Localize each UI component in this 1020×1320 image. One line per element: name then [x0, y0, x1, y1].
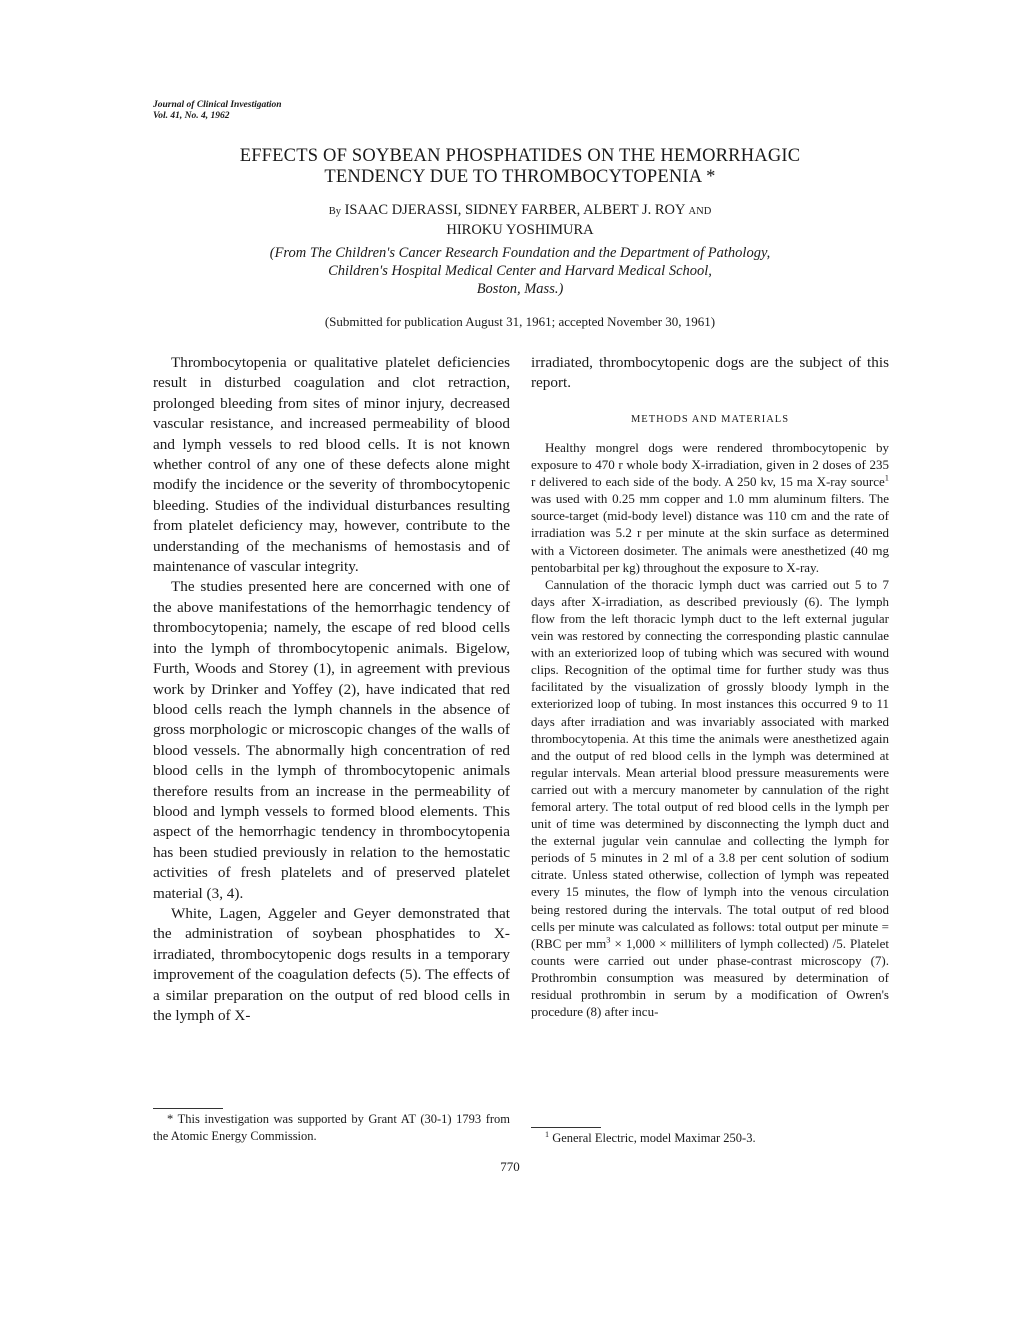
- journal-header: [153, 100, 282, 122]
- title-line-2: TENDENCY DUE TO THROMBOCYTOPENIA *: [324, 167, 716, 187]
- methods-p2-text-b: × 1,000 × milliliters of lymph collected) /5. Platelet counts were carried out under phase-contrast microscopy (7). Prothrombin consumption was measured by determination of residual prothrombin in serum by a modification of Owren's procedure (8) after incu-: [531, 935, 889, 1020]
- author-names-1: ISAAC DJERASSI, SIDNEY FARBER, ALBERT J. ROY: [344, 202, 685, 218]
- affiliation-line-2: Children's Hospital Medical Center and Harvard Medical School,: [328, 263, 712, 279]
- intro-paragraph-3: White, Lagen, Aggeler and Geyer demonstrated that the administration of soybean phosphatides to X-irradiated, thrombocytopenic dogs results in a temporary improvement of the coagulation defects (5). The effects of a similar preparation on the output of red blood cells in the lymph of X-: [153, 904, 510, 1024]
- methods-column: [531, 439, 889, 1020]
- intro-paragraph-2: The studies presented here are concerned with one of the above manifestations of the hemorrhagic tendency of thrombocytopenia; namely, the escape of red blood cells into the lymph of thrombocytopenic animals. Bigelow, Furth, Woods and Storey (1), in agreement with previous work by Drinker and Yoffey (2), have indicated that red blood cells reach the lymph channels in the absence of gross morphologic or microscopic changes of the walls of blood vessels. The abnormally high concentration of red blood cells in the lymph of thrombocytopenic animals therefore results from an increase in the permeability of blood and lymph vessels to formed blood elements. This aspect of the hemorrhagic tendency in thrombocytopenia has been studied previously in relation to the hemostatic activities of fresh platelets and of preserved platelet material (3, 4).: [153, 578, 510, 902]
- footnote-funding: * This investigation was supported by Grant AT (30-1) 1793 from the Atomic Energy Commission.: [153, 1112, 510, 1143]
- intro-paragraph-1: Thrombocytopenia or qualitative platelet deficiencies result in disturbed coagulation and clot retraction, prolonged bleeding from sites of minor injury, decreased vascular resistance, and increased permeability of blood and lymph vessels to red blood cells. It is not known whether control of any one of these defects alone might modify the incidence or the severity of thrombocytopenic bleeding. Studies of the individual disturbances resulting from platelet deficiency may, however, contribute to the understanding of the mechanisms of hemostasis and of maintenance of vascular integrity.: [153, 354, 510, 576]
- affiliation-line-3: Boston, Mass.): [476, 281, 564, 297]
- section-heading-methods: METHODS AND MATERIALS: [630, 414, 790, 425]
- author-names-2: HIROKU YOSHIMURA: [446, 222, 594, 238]
- journal-name: Journal of Clinical Investigation: [153, 100, 282, 110]
- footnote-equipment-text: General Electric, model Maximar 250-3.: [549, 1131, 756, 1145]
- page-number: 770: [500, 1159, 520, 1174]
- journal-volume: Vol. 41, No. 4, 1962: [153, 111, 230, 121]
- footnote-number: 1: [545, 1129, 550, 1139]
- affiliation-line-1: (From The Children's Cancer Research Foundation and the Department of Pathology,: [269, 245, 771, 261]
- footnote-divider-left: [153, 1108, 223, 1109]
- author-list: [150, 201, 890, 239]
- methods-paragraph-1: [531, 439, 889, 576]
- author-and: AND: [688, 206, 712, 217]
- intro-paragraph-3-end: irradiated, thrombocytopenic dogs are the subject of this report.: [531, 354, 889, 392]
- superscript-3: 3: [606, 934, 611, 945]
- methods-paragraph-2: [531, 576, 889, 1020]
- footnote-equipment: [545, 1130, 889, 1147]
- submission-dates: (Submitted for publication August 31, 1961; accepted November 30, 1961): [324, 314, 716, 329]
- left-column: [153, 353, 510, 1026]
- right-column-continuation: [531, 353, 889, 394]
- footnote-ref-1: 1: [884, 472, 889, 483]
- title-line-1: EFFECTS OF SOYBEAN PHOSPHATIDES ON THE HEMORRHAGIC: [239, 146, 801, 166]
- author-by: By: [328, 206, 341, 217]
- methods-p2-text-a: Cannulation of the thoracic lymph duct was carried out 5 to 7 days after X-irradiation, as described previously (6). The lymph flow from the left thoracic lymph duct to the left external jugular vein was restored by connecting the corresponding plastic cannulae with an exteriorized loop of tubing which was secured with wound clips. Recognition of the optimal time for further study was thus facilitated by the visualization of grossly bloody lymph in the exteriorized loop of tubing. In most instances this occurred 9 to 11 days after irradiation and was invariably associated with marked thrombocytopenia. At this time the animals were anesthetized again and the output of red blood cells in the lymph was determined at regular intervals. Mean arterial blood pressure measurements were carried out with a mercury manometer by cannulation of the right femoral artery. The total output of red blood cells in the lymph per unit of time was determined by disconnecting the lymph duct and the external jugular vein cannulae and collecting the lymph for periods of 5 minutes in 2 ml of a 3.8 per cent solution of sodium citrate. Unless stated otherwise, collection of lymph was repeated every 15 minutes, the flow of lymph into the venous circulation being restored during the intervals. The total output of red blood cells per minute was calculated as follows: total output per minute = (RBC per mm: [531, 576, 889, 951]
- methods-p1-text-a: Healthy mongrel dogs were rendered thrombocytopenic by exposure to 470 r whole body X-irradiation, given in 2 doses of 235 r delivered to each side of the body. A 250 kv, 15 ma X-ray source: [531, 440, 889, 490]
- methods-p1-text-b: was used with 0.25 mm copper and 1.0 mm aluminum filters. The source-target (mid-body level) distance was 110 cm and the rate of irradiation was 5.2 r per minute at the skin surface as determined with a Victoreen dosimeter. The animals were anesthetized (40 mg pentobarbital per kg) throughout the exposure to X-ray.: [531, 491, 889, 575]
- footnote-divider-right: [531, 1127, 601, 1128]
- article-title: [150, 146, 890, 188]
- affiliation: [150, 244, 890, 298]
